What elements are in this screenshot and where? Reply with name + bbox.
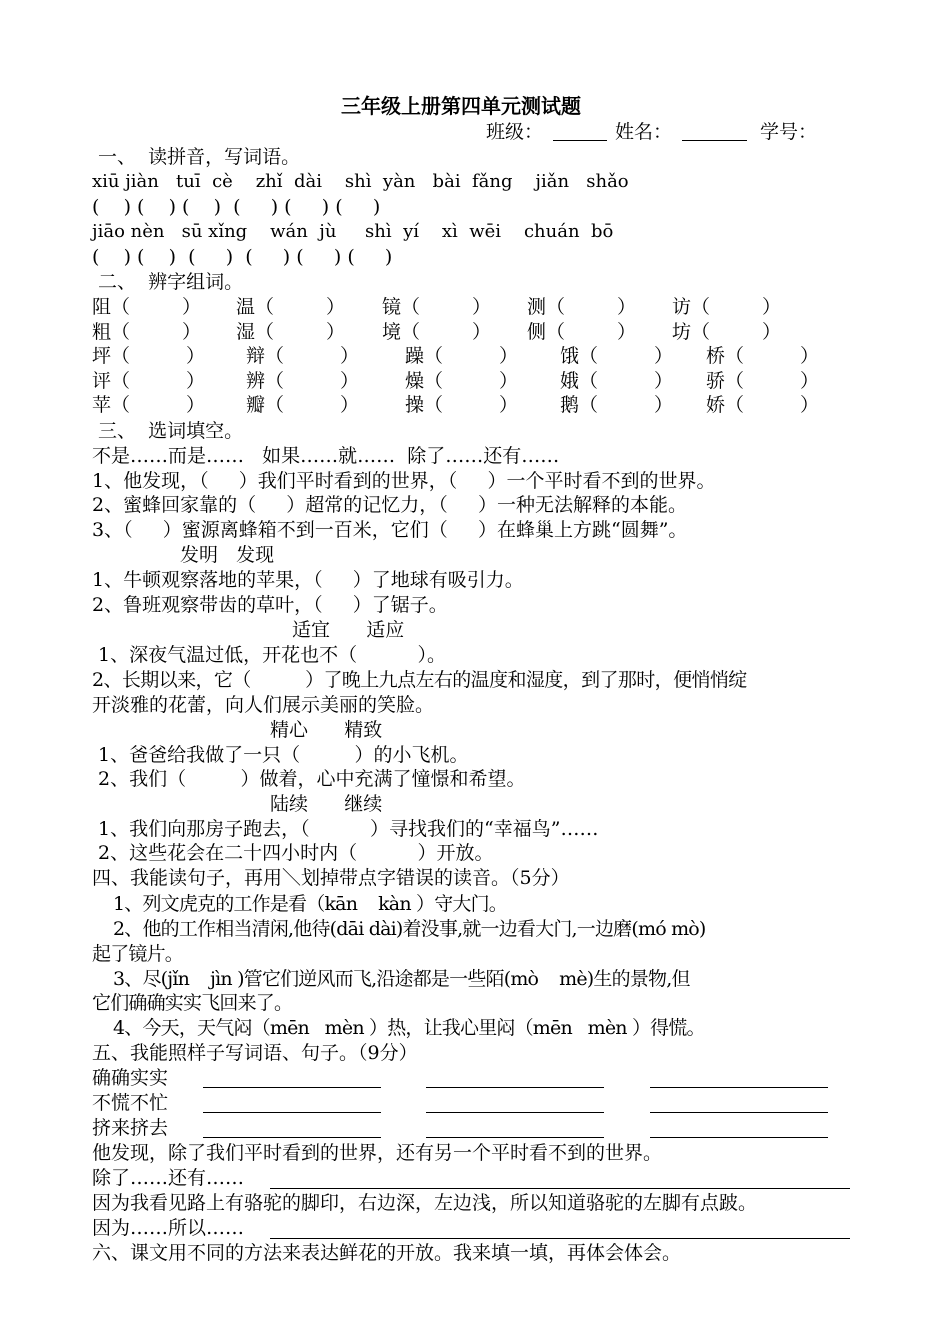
word-cell[interactable] <box>92 344 205 368</box>
question-line: 1、深夜气温过低，开花也不（ ）。 <box>92 644 447 666</box>
character: 测 <box>527 296 547 318</box>
answer-parens: （ ） <box>424 370 519 392</box>
question-line: 2、这些花会在二十四小时内（ ）开放。 <box>92 842 494 864</box>
character: 评 <box>92 370 112 392</box>
character: 境 <box>382 321 402 343</box>
character: 阻 <box>92 296 112 318</box>
answer-parens: （ ） <box>255 321 346 343</box>
answer-parens: ( ) ( ) ( ) ( ) ( ) ( ) <box>92 246 393 268</box>
pinyin-row: xiū jiàn tuī cè zhǐ dài shì yàn bài fǎng jiǎn shǎo <box>92 171 629 192</box>
word-cell[interactable] <box>92 320 201 344</box>
word-answer-line[interactable] <box>203 1137 381 1138</box>
word-cell[interactable] <box>405 369 518 393</box>
character: 娇 <box>706 394 726 416</box>
sentence-answer-line[interactable] <box>270 1188 850 1189</box>
word-cell[interactable] <box>382 295 491 319</box>
question-line: 1、他发现，（ ）我们平时看到的世界，（ ）一个平时看不到的世界。 <box>92 470 716 492</box>
page-title: 三年级上册第四单元测试题 <box>341 94 581 118</box>
character: 辨 <box>246 370 266 392</box>
answer-parens: （ ） <box>111 321 202 343</box>
question-line: 1、我们向那房子跑去，（ ）寻找我们的“幸福鸟”…… <box>92 818 599 840</box>
answer-parens: （ ） <box>111 296 202 318</box>
answer-parens: （ ） <box>691 321 782 343</box>
character: 湿 <box>236 321 256 343</box>
character: 粗 <box>92 321 112 343</box>
question-line: 2、长期以来，它（ ）了晚上九点左右的温度和湿度，到了那时，便悄悄绽 <box>92 669 747 691</box>
example-word: 挤来挤去 <box>92 1117 169 1139</box>
word-cell[interactable] <box>527 320 636 344</box>
question-line: 2、鲁班观察带齿的草叶，（ ）了锯子。 <box>92 594 448 616</box>
word-cell[interactable] <box>706 344 819 368</box>
answer-parens: （ ） <box>401 321 492 343</box>
word-options: 适宜 适应 <box>292 619 405 641</box>
answer-parens: （ ） <box>546 321 637 343</box>
question-line: 起了镜片。 <box>92 943 184 965</box>
character: 侧 <box>527 321 547 343</box>
answer-parens: ( ) ( ) ( ) ( ) ( ) ( ) <box>92 196 381 218</box>
word-cell[interactable] <box>405 393 518 417</box>
answer-parens: （ ） <box>725 345 820 367</box>
answer-parens: （ ） <box>111 394 206 416</box>
section-heading: 一、 读拼音，写词语。 <box>92 146 301 168</box>
character: 辩 <box>246 345 266 367</box>
answer-parens: （ ） <box>265 370 360 392</box>
id-label: 学号： <box>760 121 818 143</box>
character: 镜 <box>382 296 402 318</box>
answer-parens: （ ） <box>265 345 360 367</box>
character: 饿 <box>560 345 580 367</box>
word-cell[interactable] <box>672 295 781 319</box>
word-cell[interactable] <box>236 295 345 319</box>
word-answer-line[interactable] <box>203 1112 381 1113</box>
character: 访 <box>672 296 692 318</box>
answer-parens: （ ） <box>579 370 674 392</box>
answer-parens: （ ） <box>111 345 206 367</box>
word-options: 陆续 继续 <box>270 793 383 815</box>
character: 躁 <box>405 345 425 367</box>
question-line: 2、我们（ ）做着，心中充满了憧憬和希望。 <box>92 768 526 790</box>
character: 坊 <box>672 321 692 343</box>
pinyin-row: jiāo nèn sū xǐng wán jù shì yí xì wēi chuán bō <box>92 221 614 242</box>
character: 瓣 <box>246 394 266 416</box>
section-heading: 四、我能读句子，再用＼划掉带点字错误的读音。（5分） <box>92 867 570 889</box>
sentence-pattern: 除了……还有…… <box>92 1167 245 1189</box>
word-cell[interactable] <box>236 320 345 344</box>
character: 温 <box>236 296 256 318</box>
word-options: 不是……而是…… 如果……就…… 除了……还有…… <box>92 445 560 467</box>
word-cell[interactable] <box>382 320 491 344</box>
section-heading: 三、 选词填空。 <box>92 420 244 442</box>
name-label: 姓名： <box>615 121 673 143</box>
answer-parens: （ ） <box>691 296 782 318</box>
question-line: 它们确确实实飞回来了。 <box>92 992 293 1014</box>
example-word: 不慌不忙 <box>92 1092 169 1114</box>
answer-parens: （ ） <box>265 394 360 416</box>
character: 坪 <box>92 345 112 367</box>
word-cell[interactable] <box>527 295 636 319</box>
example-word: 确确实实 <box>92 1067 169 1089</box>
character: 桥 <box>706 345 726 367</box>
example-sentence: 因为我看见路上有骆驼的脚印，右边深，左边浅，所以知道骆驼的左脚有点跛。 <box>92 1192 758 1214</box>
character: 苹 <box>92 394 112 416</box>
word-options: 精心 精致 <box>270 719 383 741</box>
character: 燥 <box>405 370 425 392</box>
sentence-pattern: 因为……所以…… <box>92 1217 245 1239</box>
word-answer-line[interactable] <box>650 1112 828 1113</box>
character: 鹅 <box>560 394 580 416</box>
word-answer-line[interactable] <box>203 1087 381 1088</box>
answer-parens: （ ） <box>111 370 206 392</box>
word-cell[interactable] <box>560 369 673 393</box>
section-heading: 二、 辨字组词。 <box>92 271 244 293</box>
section-heading: 五、我能照样子写词语、句子。（9分） <box>92 1042 418 1064</box>
word-cell[interactable] <box>92 393 205 417</box>
word-options: 发明 发现 <box>180 544 275 566</box>
question-line: 3、（ ）蜜源离蜂箱不到一百米，它们（ ）在蜂巢上方跳“圆舞”。 <box>92 519 688 541</box>
word-answer-line[interactable] <box>650 1137 828 1138</box>
class-blank[interactable] <box>553 140 607 141</box>
question-line: 开淡雅的花蕾，向人们展示美丽的笑脸。 <box>92 694 435 716</box>
question-line: 1、牛顿观察落地的苹果，（ ）了地球有吸引力。 <box>92 569 524 591</box>
word-answer-line[interactable] <box>426 1137 604 1138</box>
word-cell[interactable] <box>706 393 819 417</box>
answer-parens: （ ） <box>579 394 674 416</box>
question-line: 3、尽(jǐn jìn )管它们逆风而飞,沿途都是一些陌(mò mè)生的景物,但 <box>92 968 690 990</box>
example-sentence: 他发现，除了我们平时看到的世界，还有另一个平时看不到的世界。 <box>92 1142 663 1164</box>
character: 娥 <box>560 370 580 392</box>
word-answer-line[interactable] <box>426 1112 604 1113</box>
question-line: 2、他的工作相当清闲,他待(dāi dài)着没事,就一边看大门,一边磨(mó mò) <box>92 918 706 940</box>
sentence-answer-line[interactable] <box>270 1238 850 1239</box>
answer-parens: （ ） <box>725 370 820 392</box>
name-blank[interactable] <box>682 140 747 141</box>
word-cell[interactable] <box>246 369 359 393</box>
answer-parens: （ ） <box>255 296 346 318</box>
question-line: 2、蜜蜂回家靠的（ ）超常的记忆力，（ ）一种无法解释的本能。 <box>92 494 687 516</box>
answer-parens: （ ） <box>725 394 820 416</box>
word-cell[interactable] <box>405 344 518 368</box>
question-line: 1、列文虎克的工作是看（kān kàn ）守大门。 <box>92 893 508 915</box>
character: 骄 <box>706 370 726 392</box>
word-cell[interactable] <box>92 295 201 319</box>
word-cell[interactable] <box>246 393 359 417</box>
word-cell[interactable] <box>560 344 673 368</box>
answer-parens: （ ） <box>424 394 519 416</box>
word-cell[interactable] <box>706 369 819 393</box>
answer-parens: （ ） <box>424 345 519 367</box>
character: 操 <box>405 394 425 416</box>
word-answer-line[interactable] <box>650 1087 828 1088</box>
class-label: 班级： <box>486 121 544 143</box>
word-cell[interactable] <box>92 369 205 393</box>
answer-parens: （ ） <box>579 345 674 367</box>
answer-parens: （ ） <box>401 296 492 318</box>
word-cell[interactable] <box>246 344 359 368</box>
question-line: 1、爸爸给我做了一只（ ）的小飞机。 <box>92 744 469 766</box>
question-line: 4、今天，天气闷（mēn mèn ）热，让我心里闷（mēn mèn ）得慌。 <box>92 1017 705 1039</box>
word-answer-line[interactable] <box>426 1087 604 1088</box>
word-cell[interactable] <box>560 393 673 417</box>
word-cell[interactable] <box>672 320 781 344</box>
answer-parens: （ ） <box>546 296 637 318</box>
section-heading: 六、课文用不同的方法来表达鲜花的开放。我来填一填，再体会体会。 <box>92 1242 682 1264</box>
